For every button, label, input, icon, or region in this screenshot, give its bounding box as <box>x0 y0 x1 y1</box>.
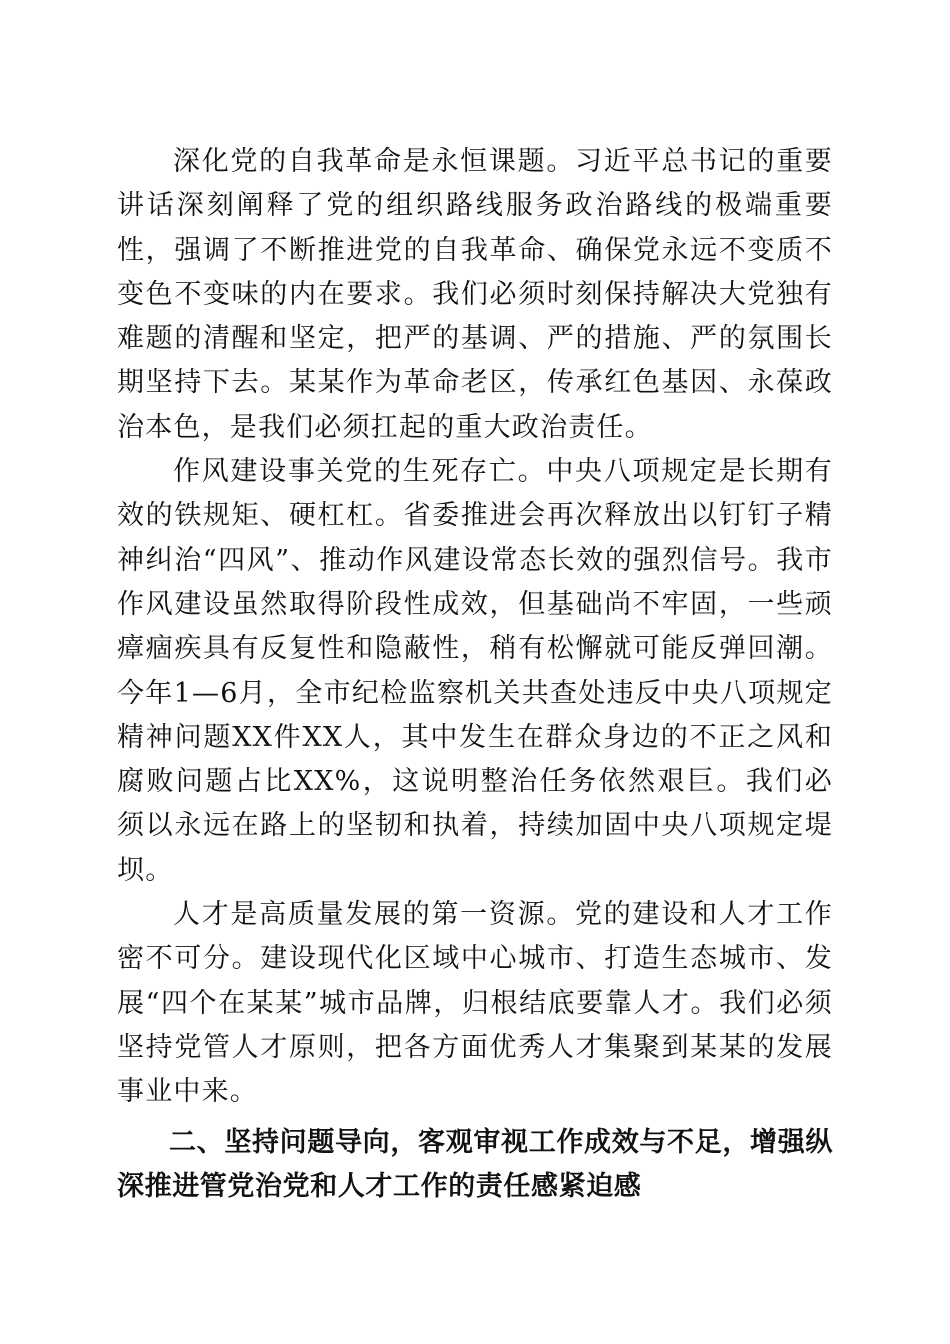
paragraph-talent: 人才是高质量发展的第一资源。党的建设和人才工作密不可分。建设现代化区域中心城市、打造生态城市、发展“四个在某某”城市品牌，归根结底要靠人才。我们必须坚持党管人才原则，把各方面优秀人才集聚到某某的发展事业中来。 <box>117 899 833 1108</box>
paragraph-self-revolution: 深化党的自我革命是永恒课题。习近平总书记的重要讲话深刻阐释了党的组织路线服务政治路线的极端重要性，强调了不断推进党的自我革命、确保党永远不变质不变色不变味的内在要求。我们必须时刻保持解决大党独有难题的清醒和坚定，把严的基调、严的措施、严的氛围长期坚持下去。某某作为革命老区，传承红色基因、永葆政治本色，是我们必须扛起的重大政治责任。 <box>117 146 833 443</box>
paragraph-work-style: 作风建设事关党的生死存亡。中央八项规定是长期有效的铁规矩、硬杠杠。省委推进会再次释放出以钉钉子精神纠治“四风”、推动作风建设常态长效的强烈信号。我市作风建设虽然取得阶段性成效，但基础尚不牢固，一些顽瘴痼疾具有反复性和隐蔽性，稍有松懈就可能反弹回潮。今年1—6月，全市纪检监察机关共查处违反中央八项规定精神问题XX件XX人，其中发生在群众身边的不正之风和腐败问题占比XX%，这说明整治任务依然艰巨。我们必须以永远在路上的坚韧和执着，持续加固中央八项规定堤坝。 <box>117 456 833 886</box>
section-heading: 二、坚持问题导向，客观审视工作成效与不足，增强纵深推进管党治党和人才工作的责任感紧迫感 <box>117 1126 833 1202</box>
document-body <box>117 140 833 1209</box>
